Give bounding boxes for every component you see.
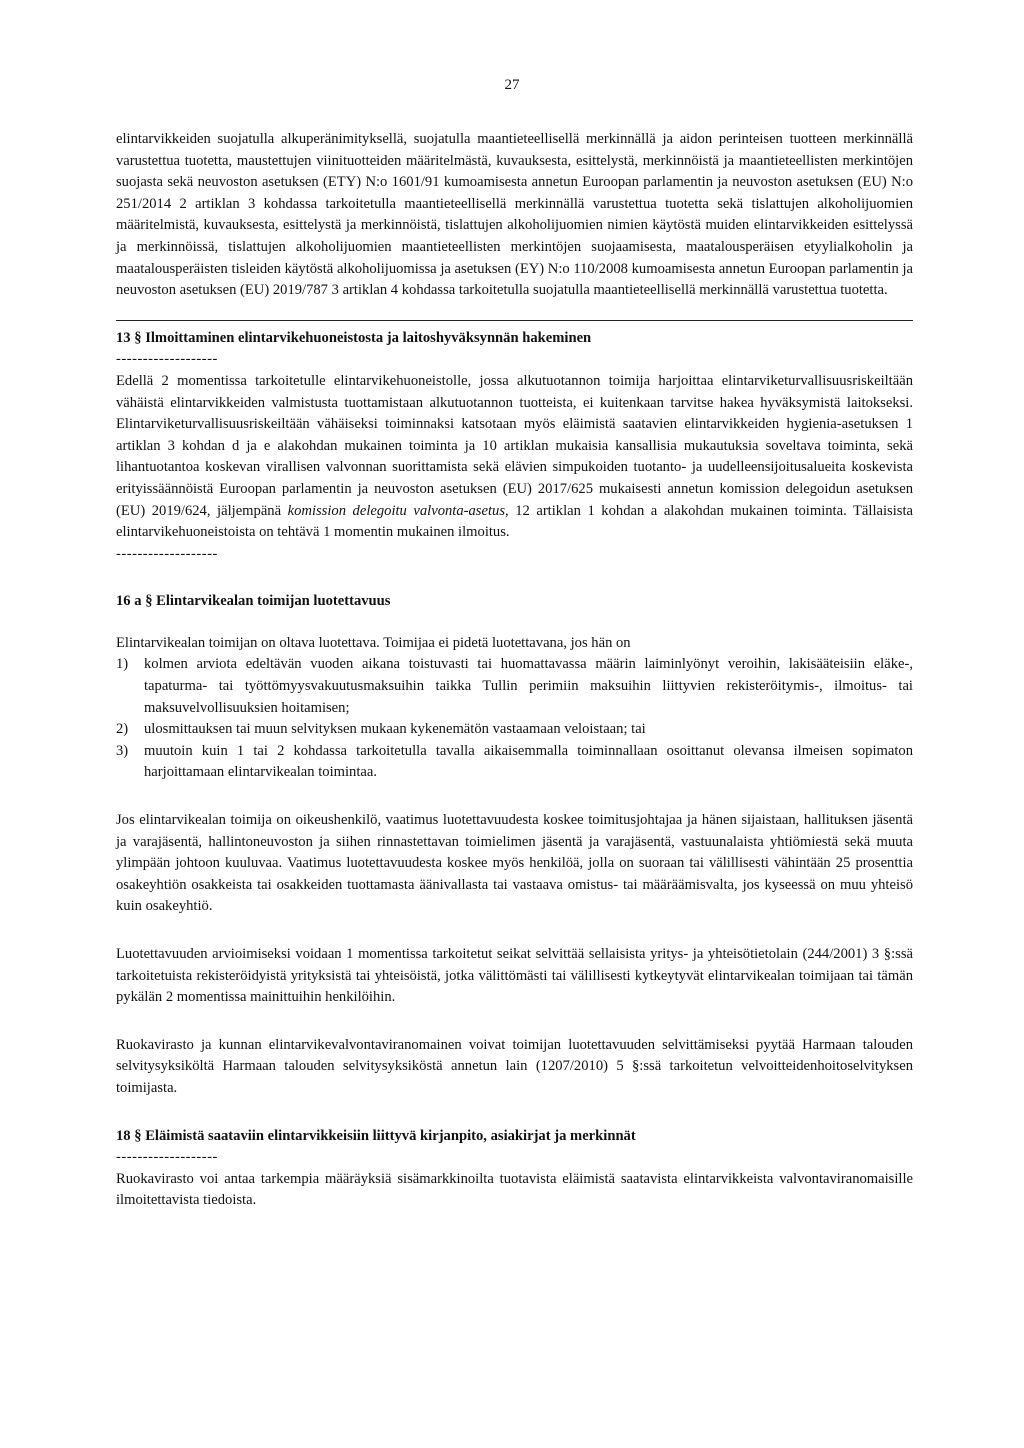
section-13-dashes-bottom: ------------------- xyxy=(116,545,218,562)
list-item-text: muutoin kuin 1 tai 2 kohdassa tarkoitetulla tavalla aikaisemmalla toiminnallaan osoittanut olevansa ilmeisen sopimaton harjoittamaan elintarvikealan toimintaa. xyxy=(144,742,913,781)
section-18-body: Ruokavirasto voi antaa tarkempia määräyksiä sisämarkkinoilta tuotavista eläimistä saatavista elintarvikkeista valvontaviranomaisille ilmoitettavista tiedoista. xyxy=(116,1170,913,1209)
list-item-text: ulosmittauksen tai muun selvityksen mukaan kykenemätön vastaamaan veloistaan; tai xyxy=(144,721,646,738)
section-16a-list xyxy=(116,654,913,784)
page-content xyxy=(116,129,913,1212)
section-16a xyxy=(116,591,913,1099)
section-13-body-text-end: , 12 artiklan 1 kohdan a alakohdan mukainen toiminta. Tällaisista elintarvikehuoneistoista on tehtävä 1 momentin mukainen ilmoitus. xyxy=(116,502,913,541)
list-item xyxy=(116,719,913,741)
section-13-body-italic: komission delegoitu valvonta-asetus xyxy=(287,502,505,519)
section-13-heading: 13 § Ilmoittaminen elintarvikehuoneistosta ja laitoshyväksynnän hakeminen xyxy=(116,329,592,346)
section-13-dashes-top: ------------------- xyxy=(116,351,218,368)
section-13-body-text: Edellä 2 momentissa tarkoitetulle elintarvikehuoneistolle, jossa alkutuotannon toimija harjoittaa elintarviketurvallisuusriskeiltään vähäistä elintarvikkeiden valmistusta tuottamistaan alkutuotannon tuotteista, ei kuitenkaan tarvitse hakea hyväksymistä laitokseksi. Elintarviketurvallisuusriskeiltään vähäiseksi toiminnaksi katsotaan myös eläimistä saatavien elintarvikkeiden hygienia-asetuksen 1 artiklan 3 kohdan d ja e alakohdan mukainen toiminta ja 10 artiklan mukaisia kansallisia mukautuksia soveltava toiminta, sekä lihantuotantoa koskevan virallisen valvonnan suorittamista sekä elävien simpukoiden tuotanto- ja uudelleensijoitusalueita koskevista erityissäännöistä Euroopan parlamentin ja neuvoston asetuksen (EU) 2017/625 mukaisesti annetun komission delegoidun asetuksen (EU) 2019/624, jäljempänä xyxy=(116,372,913,519)
section-16a-paragraph-3: Luotettavuuden arvioimiseksi voidaan 1 momentissa tarkoitetut seikat selvittää sellaisista yritys- ja yhteisötietolain (244/2001) 3 §:ssä tarkoitetuista rekisteröidyistä yrityksistä tai yhteisöistä, jotka välittömästi tai välillisesti kytkeytyvät elintarvikealan toimijaan tai tämän pykälän 2 momentissa mainittuihin henkilöihin. xyxy=(116,946,913,1006)
section-13-body xyxy=(116,371,913,544)
section-16a-paragraph-4: Ruokavirasto ja kunnan elintarvikevalvontaviranomainen voivat toimijan luotettavuuden selvittämiseksi pyytää Harmaan talouden selvitysyksiköltä Harmaan talouden selvitysyksiköstä annetun lain (1207/2010) 5 §:ssä tarkoitetun velvoitteidenhoitoselvityksen toimijasta. xyxy=(116,1036,913,1096)
list-item xyxy=(116,741,913,784)
section-16a-heading: 16 a § Elintarvikealan toimijan luotettavuus xyxy=(116,593,391,610)
section-18-heading: 18 § Eläimistä saataviin elintarvikkeisiin liittyvä kirjanpito, asiakirjat ja merkinnät xyxy=(116,1127,636,1144)
section-13 xyxy=(116,328,913,566)
list-item-number: 1) xyxy=(116,656,129,673)
list-item-text: kolmen arviota edeltävän vuoden aikana toistuvasti tai huomattavassa määrin laiminlyönyt veroihin, lakisääteisiin eläke-, tapaturma- tai työttömyysvakuutusmaksuihin taikka Tullin perimiin maksuihin liittyvien rekisteröitymis-, ilmoitus- tai maksuvelvollisuuksien hoitamisen; xyxy=(144,656,913,716)
section-16a-lead: Elintarvikealan toimijan on oltava luotettava. Toimijaa ei pidetä luotettavana, jos hän on xyxy=(116,634,631,651)
list-item-number: 2) xyxy=(116,721,129,738)
page-number: 27 xyxy=(504,77,520,93)
intro-paragraph: elintarvikkeiden suojatulla alkuperänimityksellä, suojatulla maantieteellisellä merkinnällä ja aidon perinteisen tuotteen merkinnällä varustettua tuotetta, maustettujen viinituotteiden määritelmästä, kuvauksesta, esittelystä, merkinnöistä ja maantieteellisten merkintöjen suojasta sekä neuvoston asetuksen (ETY) N:o 1601/91 kumoamisesta annetun Euroopan parlamentin ja neuvoston asetuksen (EU) N:o 251/2014 2 artiklan 3 kohdassa tarkoitetulla maantieteellisellä merkinnällä varustettua tuotetta sekä tislattujen alkoholijuomien määritelmistä, kuvauksesta, esittelystä ja merkinnöistä, tislattujen alkoholijuomien nimien käytöstä muiden elintarvikkeiden esittelyssä ja merkinnöissä, tislattujen alkoholijuomien maantieteellisten merkintöjen suojaamisesta, maatalousperäisen etyylialkoholin ja maatalousperäisten tisleiden käytöstä alkoholijuomissa ja asetuksen (EY) N:o 110/2008 kumoamisesta annetun Euroopan parlamentin ja neuvoston asetuksen (EU) 2019/787 3 artiklan 4 kohdassa tarkoitetulla suojatulla maantieteellisellä merkinnällä varustettua tuotetta. xyxy=(116,131,913,299)
section-16a-paragraph-2: Jos elintarvikealan toimija on oikeushenkilö, vaatimus luotettavuudesta koskee toimitusjohtajaa ja hänen sijaistaan, hallituksen jäsentä ja varajäsentä, hallintoneuvoston ja siihen rinnastettavan toimielimen jäsentä ja varajäsentä, vastuunalaista yhtiömiestä sekä muuta ylimpään johtoon kuuluvaa. Vaatimus luotettavuudesta koskee myös henkilöä, jolla on suoraan tai välillisesti vähintään 25 prosenttia osakeyhtiön osakkeista tai osakkeiden tuottamasta äänivallasta tai vastaava omistus- tai määräämisvalta, jos kyseessä on muu yhteisö kuin osakeyhtiö. xyxy=(116,812,913,915)
section-18-dashes: ------------------- xyxy=(116,1149,218,1166)
horizontal-rule xyxy=(116,320,913,321)
list-item xyxy=(116,654,913,719)
section-18 xyxy=(116,1126,913,1212)
list-item-number: 3) xyxy=(116,742,129,759)
